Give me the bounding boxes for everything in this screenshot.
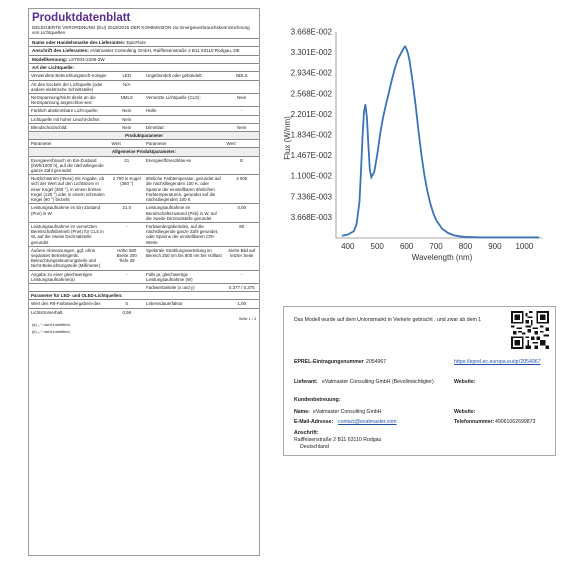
eprel-number-value: 2054967 — [366, 359, 387, 365]
footnote: (a) „-“: nicht zutreffend; — [32, 323, 71, 328]
dimension-label: Höhe — [117, 247, 128, 253]
y-tick-label: 3.668E-002 — [290, 27, 332, 37]
model-value: LST003-2205-2W — [68, 56, 105, 62]
table-cell: - — [225, 107, 260, 115]
table-cell — [29, 283, 110, 291]
address-value: Raiffeisenstraße 2 B11 63110 Rodgau — [294, 437, 382, 443]
table-cell: 0,377 / 0,375 — [225, 283, 260, 291]
table-cell: Verwendete Beleuchtungstech-nologie: — [29, 72, 110, 80]
param-columns-row — [29, 140, 259, 148]
table-cell: Nein — [110, 115, 145, 123]
table-cell: 1,00 — [225, 300, 260, 308]
table-row — [29, 80, 259, 93]
table-row — [29, 94, 259, 107]
x-axis-ticks — [341, 242, 534, 251]
supplier-address-label: Anschrift des Lieferanten: — [32, 48, 89, 54]
table-cell: 0,96 — [110, 308, 145, 316]
email-label: E-Mail-Adresse: — [294, 419, 334, 425]
footnote: (b) „-“: nicht zutreffend. — [32, 329, 71, 334]
email-link[interactable]: contact@evatmaster.com — [338, 419, 397, 425]
table-cell: ähnliche Farbtemperatur, gerundet auf die nächstliegenden 100 K, oder Spanne der einstellbaren ähnlichen Farbtemperaturen, gerundet auf die nächstliegenden 100 K — [144, 175, 225, 204]
table-cell: 4 000 — [225, 175, 260, 204]
table-cell: Lichtquelle mit hoher Leucht-dichte: — [29, 115, 110, 123]
table-cell: 80 — [225, 222, 260, 246]
table-row — [29, 308, 259, 316]
y-tick-label: 2.568E-002 — [290, 89, 332, 99]
chart-axes — [336, 32, 542, 238]
table-cell: Siehe Bild auf letzter Seite — [225, 246, 260, 270]
table-row — [29, 246, 259, 270]
supplier-name-label: Name oder Handelsmarke des Lieferanten: — [32, 39, 126, 45]
supplier-name-value: EpicFlare — [126, 39, 146, 45]
y-tick-label: 1.100E-002 — [290, 171, 332, 181]
table-row — [29, 270, 259, 283]
chart-grid — [336, 32, 542, 238]
column-header: Parameter — [29, 140, 110, 148]
spectrum-line — [342, 47, 539, 238]
supplier-address-value: eVatmaster Consulting GmbH, Raiffeisenstraße 2 B11 63110 Rodgau, DE — [90, 48, 240, 54]
table-cell: Lebensdauerfaktor — [144, 300, 225, 308]
table-cell — [144, 308, 225, 316]
phone-label: Telefonnummer: — [454, 419, 495, 425]
table-cell — [144, 80, 225, 93]
country-value: Deutschland — [300, 444, 329, 450]
type-header: Art der Lichtquelle: — [29, 63, 259, 71]
dimension-label: Tiefe — [118, 258, 129, 264]
x-axis-label: Wavelength (nm) — [411, 253, 473, 262]
dimension-value: 200 — [129, 252, 137, 258]
table-cell: - — [225, 270, 260, 283]
table-cell: Leistungsaufnahme im vernetzten Bereitschaftsbetrieb (Pnet) für CLS in W, auf die zweite Dezimalstelle gerundet — [29, 222, 110, 246]
sheet-title: Produktdatenblatt — [32, 12, 131, 24]
led-header-row — [29, 292, 259, 300]
general-header: Allgemeine Produktparameter: — [29, 148, 259, 156]
market-date-text: Das Modell wurde auf dem Unionsmarkt in Verkehr gebracht , und zwar ab dem 1 — [294, 317, 482, 323]
table-cell: Farblich abstimmbare Licht-quelle: — [29, 107, 110, 115]
table-cell: Äußere Abmessungen, ggf. ohne separates Betriebsgerät, Beleuchtungssteuerungsteile und Nicht-Beleuchtungsteile (Millimeter) — [29, 246, 110, 270]
table-cell: Nein — [110, 123, 145, 131]
x-tick-label: 700 — [429, 242, 443, 251]
table-row — [29, 156, 259, 175]
y-tick-label: 7.336E-003 — [290, 192, 332, 202]
table-cell: Spektrale Strahlungsverteilung im Bereich 250 nm bis 800 nm bei Volllast — [144, 246, 225, 270]
table-cell: 21 — [110, 156, 145, 175]
y-tick-label: 3.668E-003 — [290, 212, 332, 222]
table-cell: Nein — [225, 123, 260, 131]
general-header-row — [29, 148, 259, 156]
dimension-depth — [112, 258, 143, 263]
y-tick-label: 2.934E-002 — [290, 68, 332, 78]
eprel-info-card — [283, 306, 556, 456]
table-cell: NDLS — [225, 72, 260, 80]
table-cell: Nein — [110, 107, 145, 115]
table-cell: - — [110, 270, 145, 283]
table-row — [29, 115, 259, 123]
table-row — [29, 300, 259, 308]
eprel-link[interactable]: https://eprel.ec.europa.eu/qr/2054967 — [454, 359, 541, 365]
table-cell: Nein — [225, 94, 260, 107]
table-cell — [110, 283, 145, 291]
params-header: Produktparameter — [29, 132, 259, 140]
table-cell: Leistungsaufnahme im Ein-Zustand (Pon) in W — [29, 204, 110, 223]
table-cell — [225, 80, 260, 93]
table-cell: 5 — [110, 300, 145, 308]
table-cell: Lichtstromerhalt — [29, 308, 110, 316]
table-cell: 2 700 in Kugel (360 °) — [110, 175, 145, 204]
support-label: Kundenbetreuung: — [294, 397, 341, 403]
model-row — [29, 55, 259, 63]
name-label: Name: — [294, 409, 310, 415]
table-row — [29, 222, 259, 246]
column-header: Wert — [225, 140, 260, 148]
x-tick-label: 400 — [341, 242, 355, 251]
supplier-name-row — [29, 38, 259, 46]
table-cell: Vernetzte Lichtquelle (CLS): — [144, 94, 225, 107]
phone-value: 49061062699873 — [495, 419, 536, 425]
light-source-type-table — [29, 71, 259, 315]
led-header: Parameter für LED- und OLED-Lichtquellen: — [29, 292, 259, 300]
qr-code-icon[interactable] — [511, 311, 549, 349]
supplier-value: eVatmaster Consulting GmbH (Bevollmächtigter) — [322, 379, 434, 385]
table-cell: Wert des R9-Farbwiedergabein-dex — [29, 300, 110, 308]
table-cell: Nutzlichtstrom (Φuse) mit Angabe, ob sich der Wert auf den Lichtstrom in einer Kugel (360 °), in einem breiten Kegel (120 °) oder in einem schmalen Kegel (90 °) bezieht — [29, 175, 110, 204]
table-cell — [225, 308, 260, 316]
table-cell: E — [225, 156, 260, 175]
table-row — [29, 204, 259, 223]
y-tick-label: 1.834E-002 — [290, 130, 332, 140]
spectral-distribution-chart — [280, 18, 555, 268]
column-header: Wert — [110, 140, 145, 148]
y-tick-label: 2.201E-002 — [290, 109, 332, 119]
supplier-label: Lieferant: — [294, 379, 318, 385]
table-cell: NMLS — [110, 94, 145, 107]
table-cell: Blendschutzschild: — [29, 123, 110, 131]
dimension-value: 28 — [129, 258, 135, 264]
x-tick-label: 500 — [370, 242, 384, 251]
x-tick-label: 1000 — [515, 242, 534, 251]
y-tick-label: 3.301E-002 — [290, 48, 332, 58]
x-tick-label: 900 — [488, 242, 502, 251]
table-row — [29, 107, 259, 115]
params-header-row — [29, 132, 259, 140]
table-cell: Leistungsaufnahme im Bereitschaftszustand (Psb) in W, auf die zweite Dezimalstelle gerundet — [144, 204, 225, 223]
y-tick-label: 1.467E-002 — [290, 151, 332, 161]
supplier-address-row — [29, 46, 259, 54]
website-label: Website: — [454, 379, 476, 385]
table-cell: Farbwiedergabeindex, auf die nächstliegende ganze Zahl gerundet, oder Spanne der einstellbaren CRI-Werte — [144, 222, 225, 246]
website2-label: Website: — [454, 409, 476, 415]
table-cell: Energieeffizienzklas-se — [144, 156, 225, 175]
dimension-label: Breite — [116, 252, 129, 258]
x-tick-label: 800 — [458, 242, 473, 251]
table-cell — [225, 115, 260, 123]
table-cell: Art des Sockels der Lichtquelle (oder andere elektrische Schnittstelle) — [29, 80, 110, 93]
model-label: Modellkennung: — [32, 56, 68, 62]
table-cell: - — [110, 222, 145, 246]
sheet-subtitle: DELEGIERTE VERORDNUNG (EU) 2019/2015 DER KOMMISSION zur Energieverbrauchskennzeichnung von Lichtquellen — [32, 25, 250, 36]
product-data-sheet — [28, 8, 260, 556]
table-cell: Angabe zu einer gleichwertigen Leistungsaufnahme(a) — [29, 270, 110, 283]
table-cell: Dimmbar: — [144, 123, 225, 131]
table-row — [29, 283, 259, 291]
y-axis-ticks — [291, 28, 333, 222]
name-value: eVatmaster Consulting GmbH — [313, 409, 382, 415]
table-row — [29, 72, 259, 80]
table-cell: Farbwertanteile (x und y) — [144, 283, 225, 291]
address-label: Anschrift: — [294, 430, 319, 436]
table-cell: Energieverbrauch im Ein-Zustand (kWh/1000 h), auf die nächstliegende ganze Zahl gerundet — [29, 156, 110, 175]
table-cell: Ungebündelt oder gebündelt: — [144, 72, 225, 80]
dimension-value: 580 — [128, 247, 137, 253]
table-cell: 21,0 — [110, 204, 145, 223]
table-cell: Netzspannung/Nicht direkt an die Netzspannung angeschlos-sen: — [29, 94, 110, 107]
table-cell — [144, 115, 225, 123]
table-row — [29, 123, 259, 131]
page-marker: Seite 1 / 4 — [238, 316, 256, 321]
eprel-number-label: EPREL-Eintragungsnummer — [294, 359, 364, 365]
table-cell: LED — [110, 72, 145, 80]
dimensions-cell — [110, 246, 145, 270]
table-cell: N/A — [110, 80, 145, 93]
x-tick-label: 600 — [399, 242, 414, 251]
table-cell: Hülle: — [144, 107, 225, 115]
column-header: Parameter — [144, 140, 225, 148]
y-axis-label: Flux (W/nm) — [283, 116, 292, 160]
table-cell: 0,00 — [225, 204, 260, 223]
table-row — [29, 175, 259, 204]
table-cell: Falls ja, gleichwertige Leistungsaufnahme (W) — [144, 270, 225, 283]
